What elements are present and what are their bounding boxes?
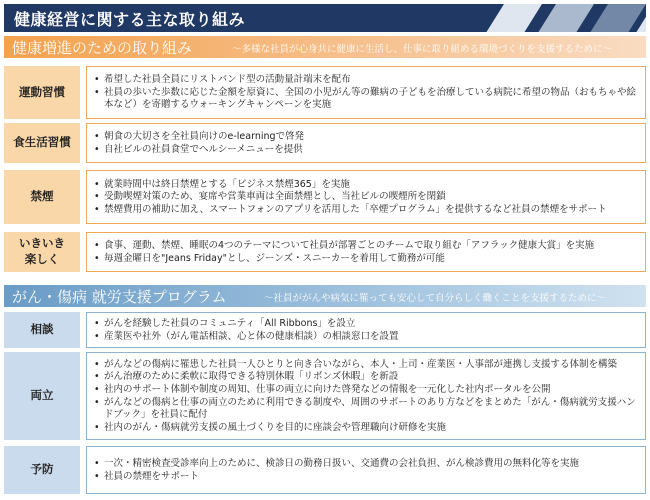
- row-label: [4, 232, 80, 272]
- row-content: [86, 446, 646, 494]
- title-stripe-decoration: [534, 4, 597, 32]
- title-stripe-decoration: [586, 4, 646, 32]
- program-row-consultation: [4, 312, 646, 348]
- section-header-health: [4, 36, 646, 58]
- list-item: • がんなどの傷病に罹患した社員一人ひとりと向き合いながら、本人・上司・産業医・人事部が連携し支援する体制を構築: [93, 359, 639, 372]
- row-content: [86, 232, 646, 272]
- row-content: [86, 123, 646, 163]
- list-item: • がん治療のために柔軟に取得できる特別休暇「リボンズ休暇」を新設: [93, 371, 639, 384]
- program-row-diet: [4, 123, 646, 163]
- list-item: • 自社ビルの社員食堂でヘルシーメニューを提供: [93, 144, 639, 157]
- program-row-exercise: [4, 66, 646, 119]
- list-item: • 朝食の大切さを全社員向けのe-learningで啓発: [93, 131, 639, 144]
- program-row-smoking: [4, 170, 646, 224]
- row-label: 運動習慣: [4, 66, 80, 119]
- list-item: • 食事、運動、禁煙、睡眠の4つのテーマについて社員が部署ごとのチームで取り組む「アフラック健康大賞」を実施: [93, 240, 639, 253]
- section-header-cancer-support: [4, 285, 646, 307]
- row-label-line: 楽しく: [24, 252, 60, 266]
- row-label-line: いきいき: [19, 236, 65, 251]
- section-subtitle: ～社員ががんや病気に罹っても安心して自分らしく働くことを支援するために～: [264, 293, 607, 304]
- list-item: • 一次・精密検査受診率向上のために、検診日の勤務日扱い、交通費の会社負担、がん検診費用の無料化等を実施: [93, 458, 639, 471]
- program-row-wellbeing: [4, 232, 646, 272]
- list-item: • がんを経験した社員のコミュニティ「All Ribbons」を設立: [93, 318, 639, 331]
- title-bar: [4, 4, 646, 32]
- row-label: 食生活習慣: [4, 123, 80, 163]
- list-item: • 社内のサポート体制や制度の周知、仕事の両立に向けた啓発などの情報を一元化した社内ポータルを公開: [93, 384, 639, 397]
- list-item: • 受動喫煙対策のため、宴席や営業車両は全面禁煙とし、当社ビルの喫煙所を閉鎖: [93, 191, 639, 204]
- section-title: がん・傷病 就労支援プログラム: [12, 288, 227, 306]
- row-content: [86, 352, 646, 440]
- row-content: [86, 66, 646, 119]
- list-item: • がんなどの傷病と仕事の両立のために利用できる制度や、周囲のサポートのあり方などをまとめた「がん・傷病就労支援ハンドブック」を社員に配付: [93, 397, 639, 422]
- list-item: • 産業医や社外（がん電話相談、心と体の健康相談）の相談窓口を設置: [93, 331, 639, 344]
- list-item: • 希望した社員全員にリストバンド型の活動量計端末を配布: [93, 74, 639, 87]
- list-item: • 禁煙費用の補助に加え、スマートフォンのアプリを活用した「卒煙プログラム」を提供するなど社員の禁煙をサポート: [93, 204, 639, 217]
- row-content: [86, 312, 646, 348]
- page-title: 健康経営に関する主な取り組み: [14, 10, 246, 29]
- title-stripe-decoration: [482, 4, 545, 32]
- row-label: 予防: [4, 446, 80, 494]
- list-item: • 就業時間中は終日禁煙とする「ビジネス禁煙365」を実施: [93, 179, 639, 192]
- row-label: 相談: [4, 312, 80, 348]
- list-item: • 社内のがん・傷病就労支援の風土づくりを目的に座談会や管理職向け研修を実施: [93, 422, 639, 435]
- program-row-balance: [4, 352, 646, 440]
- list-item: • 毎週金曜日を"Jeans Friday"とし、ジーンズ・スニーカーを着用して勤務が可能: [93, 253, 639, 266]
- list-item: • 社員の禁煙をサポート: [93, 471, 639, 484]
- list-item: • 社員の歩いた歩数に応じた金額を原資に、全国の小児がん等の難病の子どもを治療している病院に希望の物品（おもちゃや絵本など）を寄贈するウォーキングキャンペーンを実施: [93, 87, 639, 112]
- program-row-prevention: [4, 446, 646, 494]
- row-label: 禁煙: [4, 170, 80, 224]
- section-subtitle: ～多様な社員が心身共に健康に生活し、仕事に取り組める環境づくりを支援するために～: [232, 44, 613, 55]
- row-label: 両立: [4, 352, 80, 440]
- row-content: [86, 170, 646, 224]
- section-title: 健康増進のための取り組み: [12, 39, 193, 57]
